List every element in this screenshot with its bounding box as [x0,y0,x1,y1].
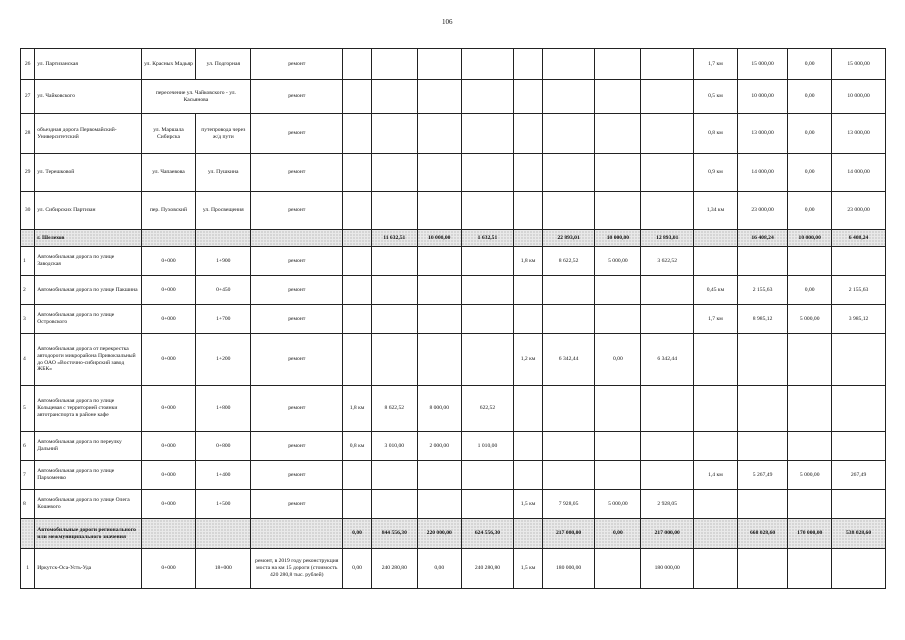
work-type: ремонт, в 2019 году реконструкция моста на км 15 дороги (стоимость 420 280,8 тыс. рублей) [251,549,343,589]
total-2022: 23 000,00 [737,192,787,230]
section-to: ул. Подгорная [196,49,251,80]
local-2020: 240 280,80 [461,549,514,589]
section-to: 1+500 [196,490,251,519]
local-2021: 3 622,52 [641,247,694,276]
total-2020: 240 280,80 [371,549,417,589]
local-2022: 13 000,00 [832,114,886,154]
federal-2022: 0,00 [788,80,832,114]
page-number: 106 [442,18,453,26]
work-type: ремонт [251,490,343,519]
table-row [21,276,886,305]
section-to: ул. Просвещения [196,192,251,230]
section-to: 18+000 [196,549,251,589]
subtotal-name: г. Шелехов [35,230,141,247]
section-from: 0+000 [141,247,196,276]
road-name: Автомобильная дорога по улице Пакшина [35,276,141,305]
road-name: объездная дорога Первомайский-Университетский [35,114,141,154]
subtotal-row-shelekhov [21,230,886,247]
road-name: Автомобильная дорога от перекрестка автодороги микрорайона Привокзальный до ОАО «Восточно-сибирский завод ЖБК» [35,334,141,386]
length-2022: 1,4 км [694,461,738,490]
total-2021: 7 928,05 [542,490,595,519]
section-from: 0+000 [141,549,196,589]
federal-2021: 10 000,00 [595,230,641,247]
table-row [21,114,886,154]
section-from: 0+000 [141,305,196,334]
road-works-table [20,48,886,589]
work-type: ремонт [251,80,343,114]
local-2021: 12 893,01 [641,230,694,247]
local-2022: 6 408,24 [832,230,886,247]
federal-2020: 10 000,00 [417,230,461,247]
section-to: 1+900 [196,247,251,276]
total-2021: 6 342,44 [542,334,595,386]
total-2022: 2 155,63 [737,276,787,305]
row-number: 2 [21,276,35,305]
total-2022: 16 408,24 [737,230,787,247]
length-2021: 1,2 км [514,334,543,386]
work-type: ремонт [251,386,343,432]
section-from: 0+000 [141,461,196,490]
work-type: ремонт [251,432,343,461]
table-row [21,80,886,114]
local-2020: 1 632,51 [461,230,514,247]
section-span: пересечение ул. Чайковского - ул. Касьянова [141,80,251,114]
table-row [21,334,886,386]
local-2021: 6 342,44 [641,334,694,386]
length-2022: 0,8 км [694,114,738,154]
road-name: Иркутск-Оса-Усть-Уда [35,549,141,589]
table-row [21,154,886,192]
work-type: ремонт [251,154,343,192]
table-row [21,305,886,334]
section-from: пер. Пуховский [141,192,196,230]
total-2021: 22 893,01 [542,230,595,247]
road-name: Автомобильная дорога по улице Кольцевая с территорией стоянки автотранспорта в районе кафе [35,386,141,432]
federal-2021: 5 000,00 [595,247,641,276]
local-2022: 267,49 [832,461,886,490]
federal-2022: 0,00 [788,49,832,80]
length-2020: 0,00 [343,519,372,549]
row-number: 3 [21,305,35,334]
local-2020: 624 556,30 [461,519,514,549]
section-to: ул. Пушкина [196,154,251,192]
total-2020: 11 632,51 [371,230,417,247]
row-number: 4 [21,334,35,386]
work-type: ремонт [251,276,343,305]
road-name: ул. Сибирских Партизан [35,192,141,230]
federal-2022: 5 000,00 [788,305,832,334]
row-number: 8 [21,490,35,519]
table-row [21,192,886,230]
work-type: ремонт [251,247,343,276]
table-row [21,490,886,519]
federal-2022: 0,00 [788,154,832,192]
length-2020: 0,8 км [343,432,372,461]
section-to: 1+200 [196,334,251,386]
length-2021: 1,8 км [514,247,543,276]
federal-2022: 0,00 [788,192,832,230]
table-row [21,461,886,490]
total-2022: 8 985,12 [737,305,787,334]
length-2022: 1,34 км [694,192,738,230]
section-to: 1+400 [196,461,251,490]
road-name: Автомобильная дорога по улице Олега Кошевого [35,490,141,519]
federal-2022: 5 000,00 [788,461,832,490]
federal-2022: 0,00 [788,114,832,154]
road-name: Автомобильная дорога по улице Пархоменко [35,461,141,490]
section-from: ул. Красных Мадьяр [141,49,196,80]
local-2022: 14 000,00 [832,154,886,192]
row-number: 5 [21,386,35,432]
federal-2022: 10 000,00 [788,230,832,247]
section-to: 0+450 [196,276,251,305]
section-to: путепровода через ж/д пути [196,114,251,154]
road-name: ул. Чайковского [35,80,141,114]
length-2022: 1,7 км [694,49,738,80]
road-name: Автомобильная дорога по переулку Дальний [35,432,141,461]
local-2021: 180 000,00 [641,549,694,589]
row-number: 30 [21,192,35,230]
length-2022: 0,9 км [694,154,738,192]
local-2022: 10 000,00 [832,80,886,114]
total-2020: 844 556,30 [371,519,417,549]
total-2022: 13 000,00 [737,114,787,154]
table-row [21,49,886,80]
local-2021: 2 928,05 [641,490,694,519]
total-2022: 14 000,00 [737,154,787,192]
local-2022: 2 155,63 [832,276,886,305]
section-to: 1+800 [196,386,251,432]
section-to: 0+800 [196,432,251,461]
total-2022: 15 000,00 [737,49,787,80]
federal-2022: 170 000,00 [788,519,832,549]
federal-2021: 5 000,00 [595,490,641,519]
table-row [21,549,886,589]
federal-2021: 0,00 [595,519,641,549]
row-number: 27 [21,80,35,114]
local-2022: 3 985,12 [832,305,886,334]
total-2020: 3 010,00 [371,432,417,461]
length-2022: 0,45 км [694,276,738,305]
work-type: ремонт [251,305,343,334]
table-row [21,247,886,276]
work-type: ремонт [251,461,343,490]
federal-2020: 2 000,00 [417,432,461,461]
road-name: Автомобильная дорога по улице Заводская [35,247,141,276]
work-type: ремонт [251,114,343,154]
row-number: 28 [21,114,35,154]
work-type: ремонт [251,334,343,386]
local-2022: 15 000,00 [832,49,886,80]
section-to: 1+700 [196,305,251,334]
total-2022: 10 000,00 [737,80,787,114]
section-from: 0+000 [141,276,196,305]
total-2020: 8 622,52 [371,386,417,432]
subtotal-name: Автомобильные дороги регионального или межмуниципального значения [35,519,141,549]
row-number: 1 [21,549,35,589]
table-row [21,432,886,461]
table-row [21,386,886,432]
road-name: ул. Терешковой [35,154,141,192]
federal-2022: 0,00 [788,276,832,305]
federal-2020: 8 000,00 [417,386,461,432]
section-from: ул. Чапаевова [141,154,196,192]
total-2022: 5 267,49 [737,461,787,490]
total-2021: 8 622,52 [542,247,595,276]
length-2021: 1,5 км [514,549,543,589]
work-type: ремонт [251,49,343,80]
local-2020: 1 010,00 [461,432,514,461]
total-2021: 180 000,00 [542,549,595,589]
local-2022: 23 000,00 [832,192,886,230]
subtotal-row-regional [21,519,886,549]
local-2021: 217 000,00 [641,519,694,549]
local-2020: 622,52 [461,386,514,432]
section-from: 0+000 [141,490,196,519]
total-2022: 668 028,60 [737,519,787,549]
section-from: 0+000 [141,432,196,461]
section-from: 0+000 [141,386,196,432]
total-2021: 217 000,00 [542,519,595,549]
row-number: 26 [21,49,35,80]
row-number: 7 [21,461,35,490]
federal-2021: 0,00 [595,334,641,386]
row-number: 1 [21,247,35,276]
row-number: 29 [21,154,35,192]
length-2022: 1,7 км [694,305,738,334]
length-2020: 1,8 км [343,386,372,432]
work-type: ремонт [251,192,343,230]
row-number: 6 [21,432,35,461]
road-name: Автомобильная дорога по улице Островского [35,305,141,334]
length-2022: 0,5 км [694,80,738,114]
local-2022: 538 028,60 [832,519,886,549]
length-2020: 0,00 [343,549,372,589]
section-from: ул. Маршала Сибирска [141,114,196,154]
section-from: 0+000 [141,334,196,386]
federal-2020: 220 000,00 [417,519,461,549]
length-2021: 1,5 км [514,490,543,519]
road-name: ул. Партизанская [35,49,141,80]
federal-2020: 0,00 [417,549,461,589]
